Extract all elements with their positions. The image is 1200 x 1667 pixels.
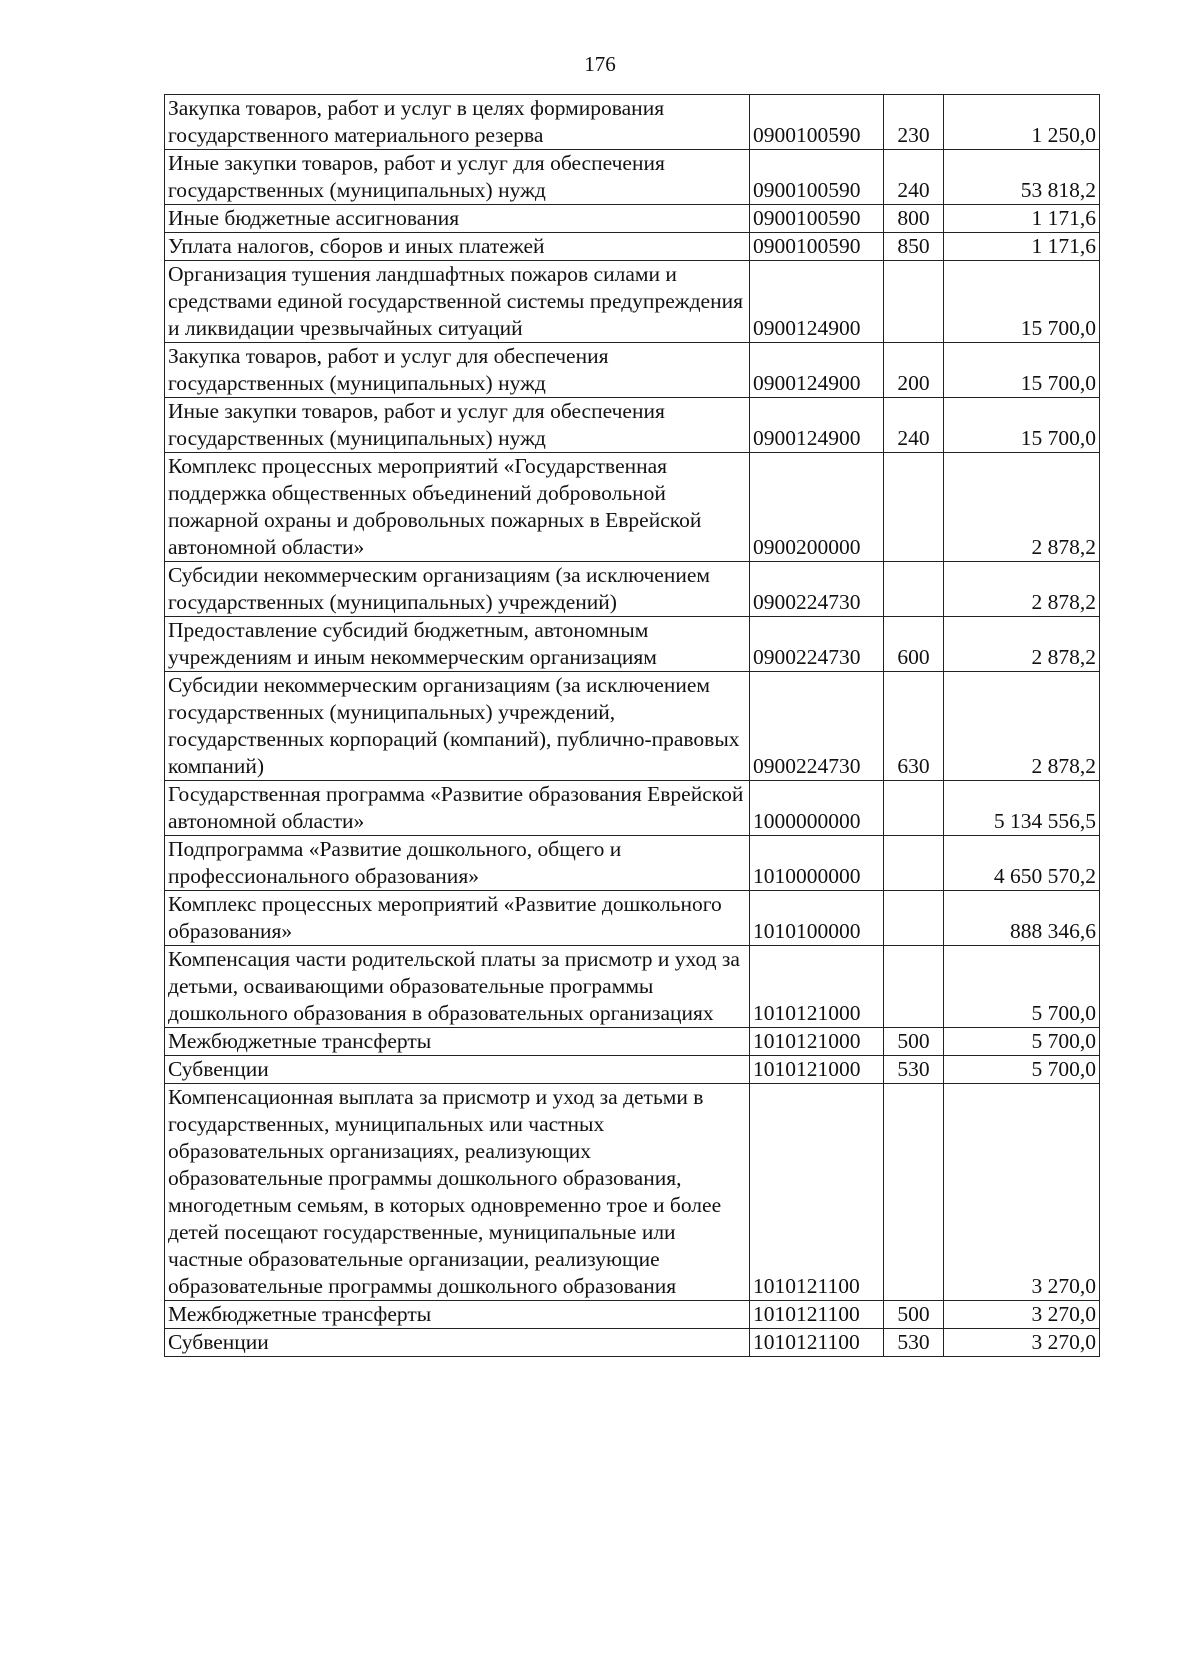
- row-sum: 2 878,2: [944, 672, 1100, 781]
- table-row: [165, 617, 1100, 672]
- row-name: Межбюджетные трансферты: [165, 1028, 750, 1056]
- row-code: 1010121100: [750, 1329, 884, 1357]
- row-name: Компенсация части родительской платы за присмотр и уход за детьми, осваивающими образовательные программы дошкольного образования в образовательных организациях: [165, 946, 750, 1028]
- row-sum: 5 700,0: [944, 1056, 1100, 1084]
- row-sum: 3 270,0: [944, 1329, 1100, 1357]
- row-expense-type: [884, 836, 944, 891]
- row-name: Субсидии некоммерческим организациям (за исключением государственных (муниципальных) учреждений, государственных корпораций (компаний), публично-правовых компаний): [165, 672, 750, 781]
- row-expense-type: [884, 891, 944, 946]
- row-expense-type: 240: [884, 150, 944, 205]
- row-code: 1010121000: [750, 1028, 884, 1056]
- row-name: Субсидии некоммерческим организациям (за исключением государственных (муниципальных) учреждений): [165, 562, 750, 617]
- table-row: [165, 150, 1100, 205]
- table-row: [165, 1056, 1100, 1084]
- row-code: 0900200000: [750, 453, 884, 562]
- row-name: Комплекс процессных мероприятий «Развитие дошкольного образования»: [165, 891, 750, 946]
- row-code: 1010100000: [750, 891, 884, 946]
- row-sum: 888 346,6: [944, 891, 1100, 946]
- row-expense-type: [884, 1084, 944, 1301]
- table-row: [165, 1028, 1100, 1056]
- table-row: [165, 672, 1100, 781]
- row-sum: 5 134 556,5: [944, 781, 1100, 836]
- row-code: 1010121000: [750, 946, 884, 1028]
- page-number: 176: [584, 52, 616, 76]
- row-expense-type: 240: [884, 398, 944, 453]
- row-name: Предоставление субсидий бюджетным, автономным учреждениям и иным некоммерческим организациям: [165, 617, 750, 672]
- row-code: 1000000000: [750, 781, 884, 836]
- row-sum: 3 270,0: [944, 1084, 1100, 1301]
- row-code: 0900124900: [750, 261, 884, 343]
- row-sum: 1 171,6: [944, 205, 1100, 233]
- row-name: Иные закупки товаров, работ и услуг для обеспечения государственных (муниципальных) нужд: [165, 150, 750, 205]
- table-row: [165, 205, 1100, 233]
- row-sum: 5 700,0: [944, 1028, 1100, 1056]
- row-sum: 15 700,0: [944, 343, 1100, 398]
- table-row: [165, 233, 1100, 261]
- row-name: Уплата налогов, сборов и иных платежей: [165, 233, 750, 261]
- table-row: [165, 261, 1100, 343]
- row-name: Компенсационная выплата за присмотр и уход за детьми в государственных, муниципальных или частных образовательных организациях, реализующих образовательные программы дошкольного образования, многодетным семьям, в которых одновременно трое и более детей посещают государственные, муниципальные или частные образовательные организации, реализующие образовательные программы дошкольного образования: [165, 1084, 750, 1301]
- row-expense-type: 630: [884, 672, 944, 781]
- row-name: Межбюджетные трансферты: [165, 1301, 750, 1329]
- row-sum: 2 878,2: [944, 453, 1100, 562]
- row-code: 0900124900: [750, 343, 884, 398]
- row-code: 0900100590: [750, 150, 884, 205]
- row-name: Закупка товаров, работ и услуг в целях формирования государственного материального резерва: [165, 95, 750, 150]
- row-sum: 1 250,0: [944, 95, 1100, 150]
- row-code: 0900224730: [750, 562, 884, 617]
- row-code: 1010121000: [750, 1056, 884, 1084]
- table-row: [165, 781, 1100, 836]
- row-sum: 2 878,2: [944, 562, 1100, 617]
- row-expense-type: 200: [884, 343, 944, 398]
- table-row: [165, 1084, 1100, 1301]
- table-row: [165, 95, 1100, 150]
- table-row: [165, 1301, 1100, 1329]
- row-sum: 5 700,0: [944, 946, 1100, 1028]
- row-name: Закупка товаров, работ и услуг для обеспечения государственных (муниципальных) нужд: [165, 343, 750, 398]
- row-code: 0900100590: [750, 205, 884, 233]
- row-code: 0900100590: [750, 95, 884, 150]
- row-expense-type: 850: [884, 233, 944, 261]
- row-code: 1010000000: [750, 836, 884, 891]
- table-row: [165, 398, 1100, 453]
- row-name: Субвенции: [165, 1329, 750, 1357]
- row-name: Организация тушения ландшафтных пожаров силами и средствами единой государственной системы предупреждения и ликвидации чрезвычайных ситуаций: [165, 261, 750, 343]
- row-name: Государственная программа «Развитие образования Еврейской автономной области»: [165, 781, 750, 836]
- row-expense-type: [884, 261, 944, 343]
- row-sum: 15 700,0: [944, 398, 1100, 453]
- row-sum: 53 818,2: [944, 150, 1100, 205]
- table-row: [165, 343, 1100, 398]
- table-row: [165, 836, 1100, 891]
- row-sum: 15 700,0: [944, 261, 1100, 343]
- table-row: [165, 562, 1100, 617]
- row-expense-type: 500: [884, 1301, 944, 1329]
- row-expense-type: [884, 781, 944, 836]
- row-code: 0900100590: [750, 233, 884, 261]
- row-code: 0900124900: [750, 398, 884, 453]
- row-name: Подпрограмма «Развитие дошкольного, общего и профессионального образования»: [165, 836, 750, 891]
- budget-table: [164, 94, 1100, 1357]
- row-sum: 4 650 570,2: [944, 836, 1100, 891]
- row-expense-type: 530: [884, 1329, 944, 1357]
- table-row: [165, 946, 1100, 1028]
- row-name: Иные бюджетные ассигнования: [165, 205, 750, 233]
- row-expense-type: [884, 946, 944, 1028]
- row-code: 1010121100: [750, 1301, 884, 1329]
- row-code: 0900224730: [750, 617, 884, 672]
- table-row: [165, 453, 1100, 562]
- table-row: [165, 1329, 1100, 1357]
- row-name: Иные закупки товаров, работ и услуг для обеспечения государственных (муниципальных) нужд: [165, 398, 750, 453]
- row-expense-type: [884, 453, 944, 562]
- row-code: 0900224730: [750, 672, 884, 781]
- row-expense-type: 500: [884, 1028, 944, 1056]
- row-sum: 1 171,6: [944, 233, 1100, 261]
- table-row: [165, 891, 1100, 946]
- row-code: 1010121100: [750, 1084, 884, 1301]
- row-expense-type: 800: [884, 205, 944, 233]
- row-sum: 3 270,0: [944, 1301, 1100, 1329]
- row-expense-type: 600: [884, 617, 944, 672]
- row-expense-type: [884, 562, 944, 617]
- row-sum: 2 878,2: [944, 617, 1100, 672]
- row-expense-type: 230: [884, 95, 944, 150]
- row-expense-type: 530: [884, 1056, 944, 1084]
- row-name: Комплекс процессных мероприятий «Государственная поддержка общественных объединений добровольной пожарной охраны и добровольных пожарных в Еврейской автономной области»: [165, 453, 750, 562]
- row-name: Субвенции: [165, 1056, 750, 1084]
